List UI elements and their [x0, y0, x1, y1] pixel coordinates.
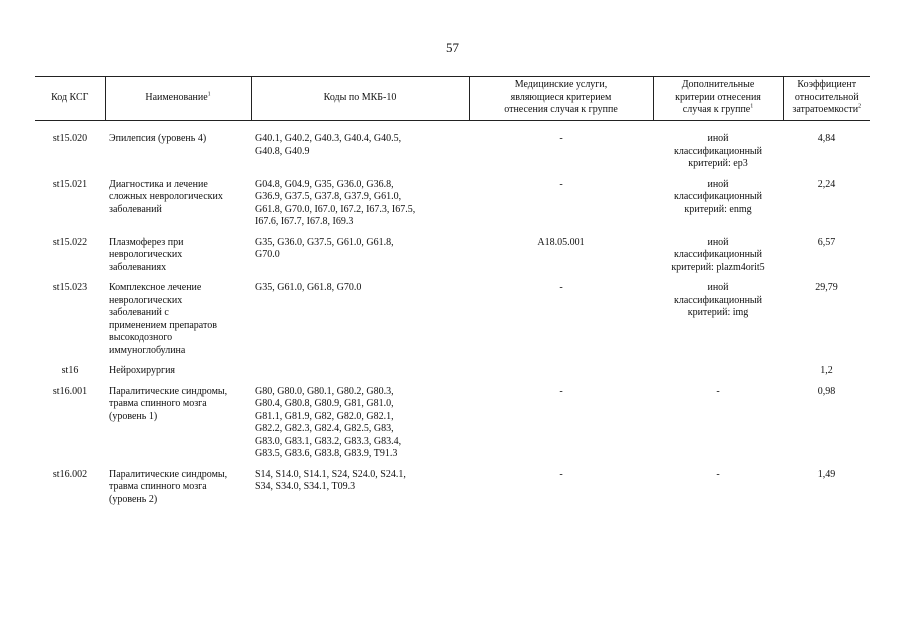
cell-mkb — [251, 363, 469, 384]
cell-services: A18.05.001 — [537, 236, 585, 248]
cell-extra: иной классификационный критерий: enmg — [674, 178, 762, 215]
cell-code: st16.001 — [52, 385, 88, 397]
cell-code: st15.023 — [52, 282, 88, 293]
cell-name: Диагностика и лечение сложных неврологических заболеваний — [109, 178, 223, 215]
cell-coef: 2,24 — [817, 178, 836, 190]
cell-services: - — [559, 133, 563, 144]
cell-extra: иной классификационный критерий: plazm4orit5 — [671, 236, 765, 273]
cell-extra: - — [716, 468, 720, 480]
cell-extra — [653, 363, 783, 384]
cell-coef: 1,2 — [820, 365, 833, 376]
ksg-table — [35, 76, 870, 512]
table-row — [35, 384, 870, 467]
cell-code: st16.002 — [52, 468, 88, 480]
table-row — [35, 121, 870, 177]
table-row — [35, 177, 870, 235]
cell-mkb: G04.8, G04.9, G35, G36.0, G36.8, G36.9, G37.5, G37.8, G37.9, G61.0, G61.8, G70.0, I67.0, I67.2, I67.3, I67.5, I67.6, I67.7, I67.8, I69.3 — [255, 178, 416, 227]
header-services: Медицинские услуги, являющиеся критерием отнесения случая к группе — [469, 77, 653, 121]
cell-coef: 4,84 — [817, 133, 836, 144]
cell-name: Плазмоферез при неврологических заболеваниях — [109, 236, 184, 273]
page-number: 57 — [446, 40, 459, 55]
cell-services: - — [559, 385, 563, 397]
cell-extra: - — [716, 385, 720, 397]
cell-coef: 0,98 — [817, 385, 836, 397]
cell-mkb: G40.1, G40.2, G40.3, G40.4, G40.5, G40.8, G40.9 — [255, 133, 402, 157]
header-extra-footnote: 1 — [750, 103, 754, 110]
cell-mkb: G35, G61.0, G61.8, G70.0 — [255, 282, 362, 293]
cell-name: Паралитические синдромы, травма спинного мозга (уровень 1) — [109, 385, 228, 422]
cell-name: Эпилепсия (уровень 4) — [109, 133, 207, 144]
cell-services: - — [559, 468, 563, 480]
cell-coef: 6,57 — [817, 236, 836, 248]
cell-code: st16 — [61, 365, 79, 376]
cell-mkb: G80, G80.0, G80.1, G80.2, G80.3, G80.4, G80.8, G80.9, G81, G81.0, G81.1, G81.9, G82, G82.0, G82.1, G82.2, G82.3, G82.4, G82.5, G83, G83.0, G83.1, G83.2, G83.3, G83.4, G83.5, G83.6, G83.8, G83.9, T91.3 — [255, 385, 402, 459]
cell-mkb: S14, S14.0, S14.1, S24, S24.0, S24.1, S34, S34.0, S34.1, T09.3 — [255, 468, 406, 492]
cell-coef: 1,49 — [817, 468, 836, 480]
header-extra: Дополнительные критерии отнесения случая к группе$^1$ — [653, 77, 783, 121]
header-name: Наименование$^1$ — [105, 77, 251, 121]
cell-extra: иной классификационный критерий: ep3 — [674, 133, 762, 169]
cell-coef: 29,79 — [815, 282, 838, 293]
cell-name: Нейрохирургия — [109, 365, 176, 376]
cell-name: Паралитические синдромы, травма спинного мозга (уровень 2) — [109, 468, 228, 505]
cell-services: - — [559, 178, 563, 190]
table-row — [35, 467, 870, 513]
cell-code: st15.022 — [52, 236, 88, 248]
cell-code: st15.020 — [52, 133, 88, 144]
table-header-row — [35, 77, 870, 121]
header-coef: Коэффициент относительной затратоемкости$^2$ — [783, 77, 870, 121]
header-coef-footnote: 2 — [858, 103, 862, 110]
cell-extra: иной классификационный критерий: img — [674, 282, 762, 318]
cell-mkb: G35, G36.0, G37.5, G61.0, G61.8, G70.0 — [255, 236, 394, 260]
cell-code: st15.021 — [52, 178, 88, 190]
cell-services — [469, 363, 653, 384]
cell-name: Комплексное лечение неврологических заболеваний с применением препаратов высокодозного иммуноглобулина — [109, 282, 217, 356]
table-row — [35, 280, 870, 363]
table-row — [35, 363, 870, 384]
header-name-footnote: 1 — [207, 91, 211, 98]
header-code: Код КСГ — [35, 77, 105, 121]
table-row — [35, 235, 870, 281]
cell-services: - — [559, 282, 563, 293]
header-mkb: Коды по МКБ-10 — [251, 77, 469, 121]
